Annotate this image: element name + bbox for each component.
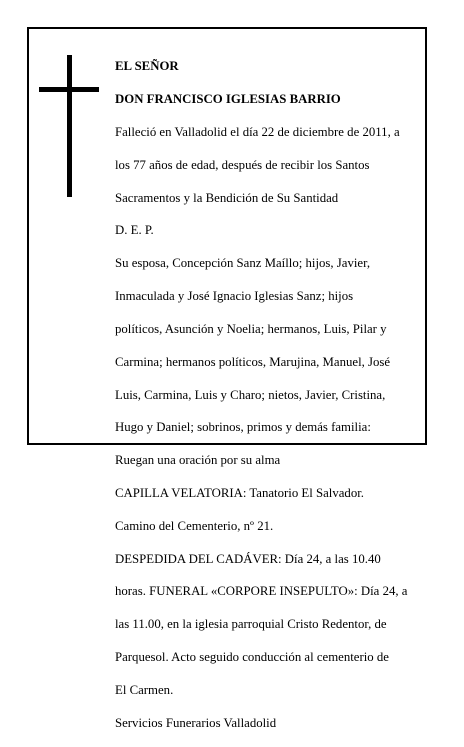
latin-cross-icon <box>39 55 99 197</box>
notice-line: Hugo y Daniel; sobrinos, primos y demás familia: <box>115 420 371 435</box>
notice-line: Carmina; hermanos políticos, Marujina, Manuel, José <box>115 354 391 369</box>
notice-line: El Carmen. <box>115 682 174 697</box>
notice-line: políticos, Asunción y Noelia; hermanos, Luis, Pilar y <box>115 321 387 336</box>
notice-line: Luis, Carmina, Luis y Charo; nietos, Javier, Cristina, <box>115 387 386 402</box>
notice-text <box>115 42 435 747</box>
notice-line: Ruegan una oración por su alma <box>115 453 281 468</box>
cross-vertical-bar <box>67 55 72 197</box>
notice-line: CAPILLA VELATORIA: Tanatorio El Salvador. <box>115 485 364 500</box>
notice-line: Camino del Cementerio, nº 21. <box>115 518 274 533</box>
notice-heading-title: EL SEÑOR <box>115 59 179 74</box>
notice-line: Inmaculada y José Ignacio Iglesias Sanz; hijos <box>115 289 354 304</box>
notice-line: las 11.00, en la iglesia parroquial Cristo Redentor, de <box>115 617 387 632</box>
notice-line: los 77 años de edad, después de recibir los Santos <box>115 157 370 172</box>
obituary-notice <box>27 27 427 730</box>
deceased-name: DON FRANCISCO IGLESIAS BARRIO <box>115 92 341 107</box>
notice-line: DESPEDIDA DEL CADÁVER: Día 24, a las 10.40 <box>115 551 381 566</box>
notice-line: Sacramentos y la Bendición de Su Santidad <box>115 190 339 205</box>
cross-horizontal-bar <box>39 87 99 92</box>
notice-line: Su esposa, Concepción Sanz Maíllo; hijos, Javier, <box>115 256 371 271</box>
notice-line: Servicios Funerarios Valladolid <box>115 715 277 730</box>
notice-line: Parquesol. Acto seguido conducción al cementerio de <box>115 650 389 665</box>
notice-line: Falleció en Valladolid el día 22 de diciembre de 2011, a <box>115 125 400 140</box>
notice-line: D. E. P. <box>115 223 154 238</box>
notice-line: horas. FUNERAL «CORPORE INSEPULTO»: Día 24, a <box>115 584 408 599</box>
